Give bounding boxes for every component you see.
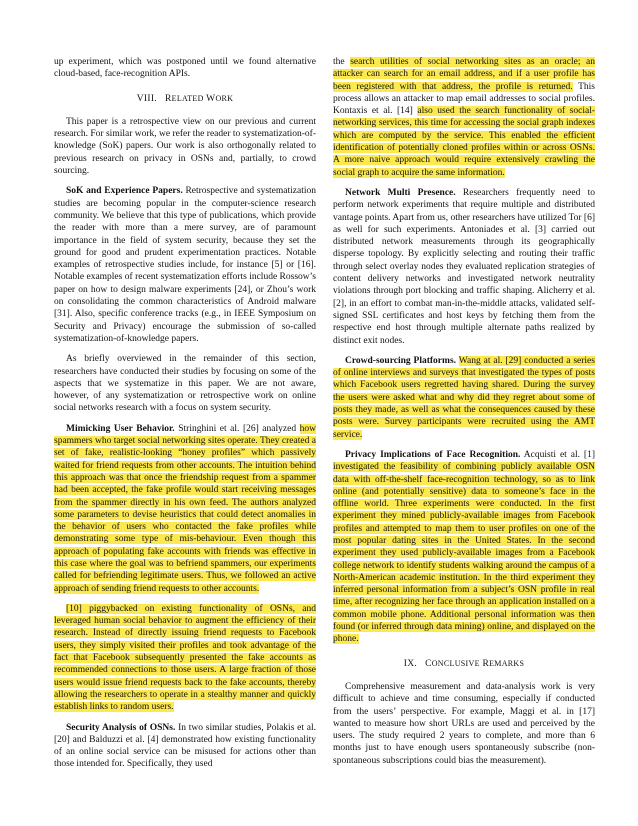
paragraph: SoK and Experience Papers. Retrospective and systematization studies are becoming popular in the computer-science research community. We believe that this type of publications, which provide the reader with more than a mere survey, are of paramount importance in the field of system security, because they set the ground for good and prudent experimentation practices. Notable examples of retrospective studies include, for instance [5] or [16]. Notable examples of recent systematization efforts include Rossow’s paper on how to design malware experiments [24], or Zhou’s work on consolidating the common characteristics of Android malware [31]. Also, specific conference tracks (e.g., in IEEE Symposium on Security and Privacy) encourage the submission of so-called systematization-of-knowledge papers. [54,186,316,344]
paragraph [54,603,316,714]
paragraph-lead: Network Multi Presence. [345,187,456,198]
highlighted-text: investigated the feasibility of combining publicly available OSN data with off-the-shelf face-recognition technology, so as to link online (and potentially sensitive) data to someone’s face in the offline world. Three experiments were conducted. In the first experiment they mined publicly-available images from Facebook profiles and attempted to map them to user profiles on one of the most popular dating sites in the United States. In the second experiment they used publicly-available images from a Facebook college network to identify students walking around the campus of a North-American academic institution. In the third experiment they inferred personal information from a subject’s OSN profile in real time, after recognizing her face through an application installed on a common mobile phone. Additional personal information was then found (or inferred through data mining) online, and displayed on the phone. [333,462,595,645]
highlighted-text: Wang at al. [29] conducted a series of online interviews and surveys that investigated the types of posts which Facebook users regretted having shared. During the survey the users were asked what and why did they regret about some of posts they made, as well as what the consequences caused by these posts were. Survey participants were recruited using the AMT service. [333,355,595,440]
paragraph-lead: Mimicking User Behavior. [66,423,175,434]
paragraph-lead: Security Analysis of OSNs. [66,722,176,733]
paragraph-lead: Crowd-sourcing Platforms. [345,355,457,366]
paragraph: the search utilities of social networking sites as an oracle; an attacker can search for an email address, and if a user profile has been registered with that address, the profile is returned. This process allows an attacker to map email addresses to social profiles. Kontaxis et al. [14] also used the search functionality of social-networking services, this time for accessing the social graph indexes which are computed by the service. This enabled the efficient identification of potentially cloned profiles within or across OSNs. A more naive approach would require extensively crawling the social graph to acquire the same information. [333,57,596,178]
paragraph: Comprehensive measurement and data-analysis work is very difficult to achieve and time consuming, especially if conducted from the users’ perspective. For example, Maggi et al. in [17] wanted to measure how short URLs are used and perceived by the users. The study required 2 years to complete, and more than 6 months just to have enough users spontaneously subscribe (non-spontaneous subscriptions could bias the measurement). [333,681,595,766]
right-column [333,56,595,775]
paragraph-lead: SoK and Experience Papers. [66,186,183,197]
paragraph: Network Multi Presence. Researchers frequently need to perform network experiments that require multiple and distributed vantage points. Apart from us, other researchers have utilized Tor [6] as well for such experiments. Antoniades et al. [3] carried out distributed network measurements through its geographically disperse topology. By explicitly selecting and routing their traffic through select overlay nodes they evaluated replication strategies of content delivery networks and investigated network neutrality violations through port blocking and traffic shaping. Alicherry et al. [2], in an effort to combat man-in-the-middle attacks, validated self-signed SSL certificates and host keys by fetching them from the respective end host through multiple alternate paths realized by distinct exit nodes. [333,187,595,346]
paragraph: As briefly overviewed in the remainder of this section, researchers have conducted their studies by focusing on some of the aspects that we systematize in this paper. We are not aware, however, of any systematization or retrospective work on online social networks research with a focus on system security. [54,354,316,414]
highlighted-text: search utilities of social networking sites as an oracle; an attacker can search for an email address, and if a user profile has been registered with that address, the profile is returned. [333,57,596,92]
paragraph-lead: Privacy Implications of Face Recognition. [345,449,521,460]
paragraph: up experiment, which was postponed until we found alternative cloud-based, face-recognition APIs. [54,57,316,80]
paragraph: This paper is a retrospective view on our previous and current research. For similar work, we refer the reader to systematization-of-knowledge (SoK) papers. Our work is also orthogonally related to previous research on privacy in OSNs and, partially, to crowd sourcing. [54,116,316,177]
paragraph: Mimicking User Behavior. Stringhini et al. [26] analyzed how spammers who target social networking sites operate. They created a set of fake, realistic-looking “honey profiles” which passively waited for friend requests from other accounts. The intuition behind this approach was that once the friendship request from a spammer had been accepted, the fake profile would start receiving messages from the spammer directly in his own feed. The authors analyzed some parameters to devise heuristics that could detect anomalies in the behavior of users who contacted the fake profiles while demonstrating some type of mis-behaviour. Even though this approach of populating fake accounts with friends was effective in this case where the goal was to befriend spammers, our experiments called for befriending legitimate users. Thus, we followed an active approach of sending friend requests to other accounts. [54,423,316,594]
section-heading-conclusive-remarks: IX. CONCLUSIVE REMARKS [403,658,525,669]
highlighted-text: how spammers who target social networking sites operate. They created a set of fake, realistic-looking “honey profiles” which passively waited for friend requests from other accounts. The intuition behind this approach was that once the friendship request from a spammer had been accepted, the fake profile would start receiving messages from the spammer directly in his own feed. The authors analyzed some parameters to devise heuristics that could detect anomalies in the behavior of users who contacted the fake profiles while demonstrating some type of mis-behaviour. Even though this approach of populating fake accounts with friends was effective in this case where the goal was to befriend spammers, our experiments called for befriending legitimate users. Thus, we followed an active approach of sending friend requests to other accounts. [54,423,316,594]
paragraph [333,355,595,441]
section-heading-related-work: VIII. RELATED WORK [136,93,234,104]
highlighted-text: [10] piggybacked on existing functionality of OSNs, and leveraged human social behavior to augment the efficiency of their research. Instead of directly issuing friend requests to Facebook users, they simply visited their profiles and took advantage of the fact that Facebook subsequently presented the fake accounts as recommended connections to those users. A large fraction of those users would issue friend requests back to the fake accounts, thereby allowing the researchers to operate in a stealthy manner and quickly establish links to random users. [54,603,316,713]
left-column [54,56,316,779]
highlighted-text: also used the search functionality of social-networking services, this time for accessing the social graph indexes which are computed by the service. This enabled the efficient identification of potentially cloned profiles within or across OSNs. A more naive approach would require extensively crawling the social graph to acquire the same information. [333,106,595,178]
paragraph: Security Analysis of OSNs. In two similar studies, Polakis et al. [20] and Balduzzi et al. [4] demonstrated how existing functionality of an online social service can be misused for actions other than those intended for. Specifically, they used [54,722,316,770]
paragraph: Privacy Implications of Face Recognition. Acquisti et al. [1] investigated the feasibility of combining publicly available OSN data with off-the-shelf face-recognition technology, so as to link online (and potentially sensitive) data to someone’s face in the offline world. Three experiments were conducted. In the first experiment they mined publicly-available images from Facebook profiles and attempted to map them to user profiles on one of the most popular dating sites in the United States. In the second experiment they used publicly-available images from a Facebook college network to identify students walking around the campus of a North-American academic institution. In the third experiment they inferred personal information from a subject’s OSN profile in real time, after recognizing her face through an application installed on a common mobile phone. Additional personal information was then found (or inferred through data mining) online, and displayed on the phone. [333,449,595,645]
